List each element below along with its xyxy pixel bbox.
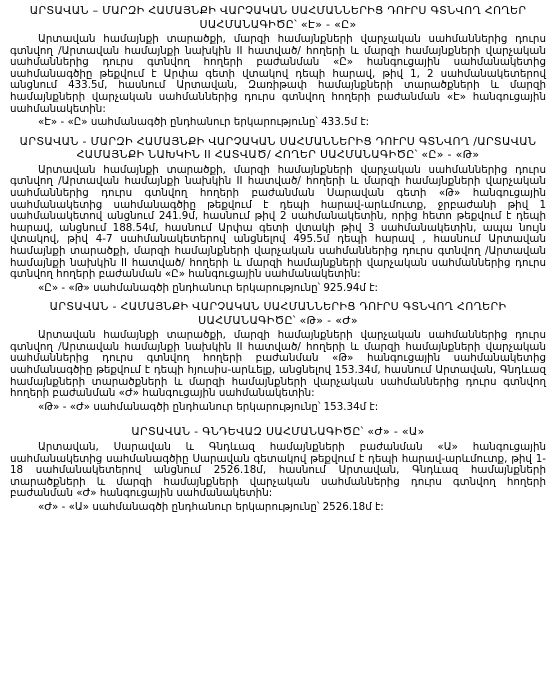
section-zh-a <box>10 425 546 513</box>
section-body-text: Արտավան, Սարավան և Գնդևազ համայնքների բաժանման «Ա» հանգուցային սահմանակետից սահմանագծիը Սարավան գետակով թեքվում է դեպի հարավ-արևմուտք, թիվ 1-18 սահմանակետերով անցնում 2526.18մ, հասնում Արտավան, Գնդևազ համայնքների տարածքների և մարզի համայնքների վարչական սահմաններից դուրս գտնվող հողերի բաժանման «Ժ» հանգուցային սահմանակետին: <box>10 440 546 500</box>
section-total: «Ժ» - «Ա» սահմանագծի ընդհանուր երկարությունը՝ 2526.18մ է: <box>38 500 384 513</box>
section-body-text: Արտավան համայնքի տարածքի, մարզի համայնքների վարչական սահմաններից դուրս գտնվող /Արտավան համայնքի նախկին II հատված/ հողերի և մարզի համայնքների վարչական սահմաններից դուրս գտնվող հողերի բաժանման «Ը» հանգուցային սահմանակետից սահմանագծիը թեքվում է Արփա գետի վտակով դեպի հարավ, թիվ 1, 2 սահմանակետերով անցնում 433.5մ, հասնում Արտավան, Զառիթափ համայնքների տարածքների և մարզի համայնքների վարչական սահմաններից դուրս գտնվող հողերի բաժանման «Է» հանգուցային սահմանակետին: <box>10 33 546 115</box>
section-t-zh <box>10 300 546 413</box>
section-body <box>10 330 546 400</box>
section-heading: ԱՐՏԱՎԱՆ - ՀԱՄԱՅՆՔԻ ՎԱՐՉԱԿԱՆ ՍԱՀՄԱՆՆԵՐԻՑ ԴՈՒՐՍ ԳՏՆՎՈՂ ՀՈՂԵՐԻ ՍԱՀՄԱՆԱԳԻԾԸ՝ «Թ» - «Ժ» <box>49 300 507 327</box>
section-heading: ԱՐՏԱՎԱՆ - ՄԱՐԶԻ ՀԱՄԱՅՆՔԻ ՎԱՐՉԱԿԱՆ ՍԱՀՄԱՆՆԵՐԻՑ ԴՈՒՐՍ ԳՏՆՎՈՂ /ԱՐՏԱՎԱՆ ՀԱՄԱՅՆՔԻ ՆԱԽԿԻՆ II ՀԱՏՎԱԾ/ ՀՈՂԵՐ ՍԱՀՄԱՆԱԳԻԾԸ՝ «Ը» - «Թ» <box>19 134 537 162</box>
section-heading: ԱՐՏԱՎԱՆ – ՄԱՐԶԻ ՀԱՄԱՅՆՔԻ ՎԱՐՉԱԿԱՆ ՍԱՀՄԱՆՆԵՐԻՑ ԴՈՒՐՍ ԳՏՆՎՈՂ ՀՈՂԵՐ ՍԱՀՄԱՆԱԳԻԾԸ՝ «Է» - «Ը» <box>29 4 527 31</box>
section-y-t <box>10 135 546 295</box>
section-total: «Ը» - «Թ» սահմանագծի ընդհանուր երկարությունը՝ 925.94մ է: <box>38 281 378 294</box>
section-body <box>10 165 546 281</box>
section-body <box>10 442 546 500</box>
section-e-y <box>10 4 546 129</box>
section-body <box>10 34 546 115</box>
section-total: «Թ» - «Ժ» սահմանագծի ընդհանուր երկարությունը՝ 153.34մ է: <box>38 400 379 413</box>
section-body-text: Արտավան համայնքի տարածքի, մարզի համայնքների վարչական սահմաններից դուրս գտնվող /Արտավան համայնքի նախկին II հատված/ հողերի և մարզի համայնքների վարչական սահմաններից դուրս գտնվող հողերի բաժանման «Թ» հանգուցային սահմանակետից սահմանագծիը թեքվում է դեպի հյուսիս-արևելք, անցնելով 153.34մ, հասնում Արտավան, Գնդևազ համայնքների տարածքների և մարզի համայնքների վարչական սահմաններից դուրս գտնվող հողերի բաժանման «Ժ» հանգուցային սահմանակետին: <box>10 329 546 400</box>
section-body-text: Արտավան համայնքի տարածքի, մարզի համայնքների վարչական սահմաններից դուրս գտնվող /Արտավան համայնքի նախկին II հատված/ հողերի և մարզի համայնքների վարչական սահմաններից դուրս գտնվող հողերի բաժանման Սարավան գետի «Թ» հանգուցային սահմանակետից սահմանագծիը թեքվում է դեպի հարավ-արևմուտք, ջրբաժանի թիվ 1 սահմանակետով անցնում 241.9մ, հասնում թիվ 2 սահմանակետին, որից հետո թեքվում է դեպի հարավ, անցնում 188.54մ, հասնում Արփա գետի վտակի թիվ 3 սահմանակետին, ապա նույն վտակով, թիվ 4-7 սահմանակետերով անցնելով 495.5մ դեպի հարավ , հասնում Արտավան համայնքի տարածքի, մարզի համայնքների վարչական սահմաններից դուրս գտնվող /Արտավան համայնքի նախկին II հատված/ հողերի և մարզի համայնքների վարչական սահմաններից դուրս գտնվող հողերի բաժանման «Ը» հանգուցային սահմանակետին: <box>10 163 546 281</box>
section-heading: ԱՐՏԱՎԱՆ - ԳՆԴԵՎԱԶ ՍԱՀՄԱՆԱԳԻԾԸ՝ «Ժ» - «Ա» <box>131 425 425 439</box>
section-total: «Է» - «Ը» սահմանագծի ընդհանուր երկարությունը՝ 433.5մ է: <box>38 116 370 129</box>
